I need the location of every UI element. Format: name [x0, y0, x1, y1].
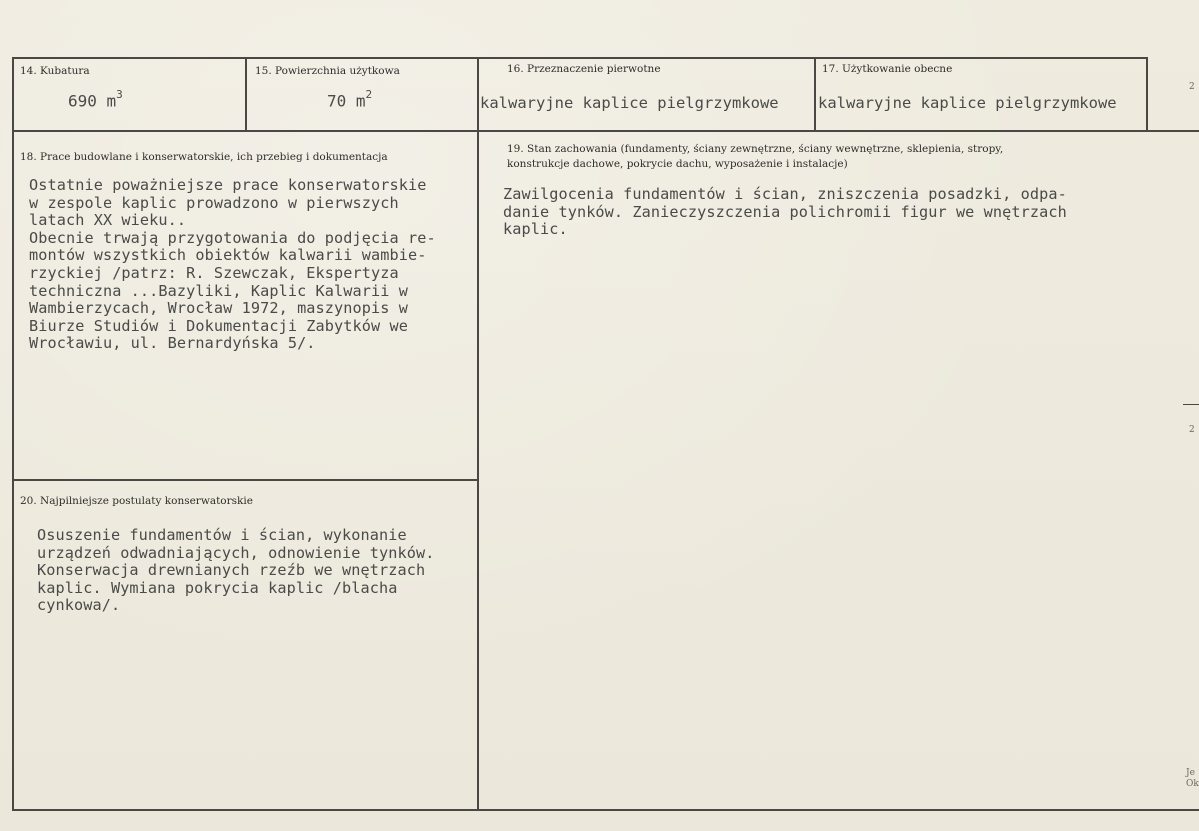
field19-line: kaplic.: [503, 220, 568, 239]
field18-line: Ostatnie poważniejsze prace konserwatorskie: [29, 176, 427, 194]
field20-line: Konserwacja drewnianych rzeźb we wnętrzach: [37, 561, 426, 580]
field20-label: 20. Najpilniejsze postulaty konserwatorskie: [20, 495, 253, 507]
field19-line: Zawilgocenia fundamentów i ścian, zniszczenia posadzki, odpa-: [503, 185, 1067, 203]
field18-line: w zespole kaplic prowadzono w pierwszych: [29, 193, 399, 212]
edge-mark: Ok: [1186, 779, 1199, 789]
field18-line: Wrocławiu, ul. Bernardyńska 5/.: [29, 334, 316, 353]
edge-mark: Je: [1186, 768, 1195, 778]
right-border-top: [1146, 57, 1148, 131]
field15-exponent: 2: [365, 88, 373, 101]
edge-mark: 2: [1189, 425, 1195, 435]
top-rule: [12, 57, 1147, 59]
field18-label: 18. Prace budowlane i konserwatorskie, ich przebieg i dokumentacja: [20, 151, 388, 163]
edge-mark: 2: [1189, 82, 1195, 92]
field14-label: 14. Kubatura: [20, 65, 90, 77]
field16-label: 16. Przeznaczenie pierwotne: [507, 63, 661, 75]
field20-line: Osuszenie fundamentów i ścian, wykonanie: [37, 526, 407, 544]
field17-value: kalwaryjne kaplice pielgrzymkowe: [818, 94, 1117, 112]
field14-value: [68, 90, 123, 110]
field19-label-line2: konstrukcje dachowe, pokrycie dachu, wyposażenie i instalacje): [507, 158, 848, 170]
field18-line: Wambierzycach, Wrocław 1972, maszynopis w: [29, 299, 408, 318]
field15-value-text: 70 m: [327, 91, 366, 111]
field14-exponent: 3: [116, 88, 123, 101]
field15-value: [327, 90, 372, 110]
field20-line: urządzeń odwadniających, odnowienie tynków.: [37, 543, 435, 562]
field20-line: cynkowa/.: [37, 596, 121, 615]
divider-15-16: [477, 57, 479, 810]
field19-label-line1: 19. Stan zachowania (fundamenty, ściany zewnętrzne, ściany wewnętrzne, sklepienia, stropy,: [507, 143, 1004, 155]
bottom-rule: [12, 809, 1199, 811]
field20-line: kaplic. Wymiana pokrycia kaplic /blacha: [37, 578, 398, 597]
field18-line: rzyckiej /patrz: R. Szewczak, Ekspertyza: [29, 264, 399, 282]
field14-value-text: 690 m: [68, 91, 117, 111]
field17-label: 17. Użytkowanie obecne: [822, 63, 953, 75]
edge-tick: [1183, 404, 1199, 405]
left-border: [12, 57, 14, 810]
field18-line: techniczna ...Bazyliki, Kaplic Kalwarii w: [29, 281, 408, 300]
field18-line: montów wszystkich obiektów kalwarii wambie-: [29, 246, 427, 265]
field18-line: Biurze Studiów i Dokumentacji Zabytków we: [29, 316, 408, 335]
divider-14-15: [245, 57, 247, 131]
header-row-bottom-rule: [12, 130, 1199, 132]
field19-line: danie tynków. Zanieczyszczenia polichromii figur we wnętrzach: [503, 202, 1067, 221]
field16-value: kalwaryjne kaplice pielgrzymkowe: [480, 94, 779, 112]
field15-label: 15. Powierzchnia użytkowa: [255, 65, 400, 77]
divider-16-17: [814, 57, 816, 131]
field18-line: latach XX wieku..: [29, 211, 187, 230]
field20-top-rule: [12, 479, 478, 481]
field18-line: Obecnie trwają przygotowania do podjęcia re-: [29, 228, 436, 247]
